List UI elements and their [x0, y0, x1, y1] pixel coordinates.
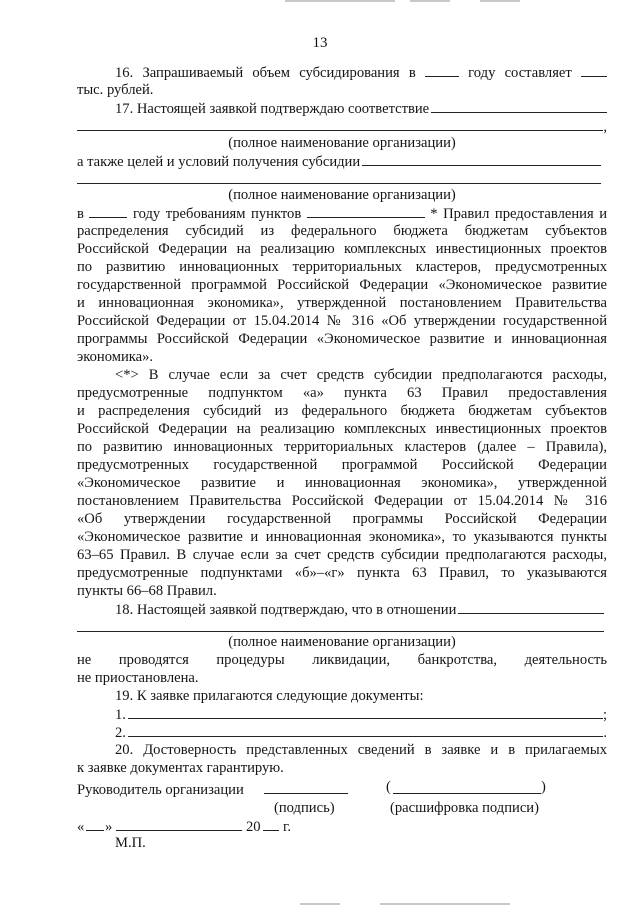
footnote-line: «Экономическое развитие и инновационная экономика», то указываются пункты: [77, 529, 607, 545]
item16-line: [77, 63, 607, 82]
doc-row-1: [77, 705, 607, 724]
item17-line: и инновационная экономика», утвержденной постановлением Правительства: [77, 295, 607, 311]
item17-line: по развитию инновационных территориальных кластеров, предусмотренных: [77, 259, 607, 275]
item16-unit: тыс. рублей.: [77, 82, 154, 98]
footnote-line: постановлением Правительства Российской Федерации от 15.04.2014 № 316: [77, 493, 607, 509]
blank-org-compliance[interactable]: [431, 99, 607, 113]
blank-org-name-2[interactable]: [77, 170, 601, 184]
quote-close: »: [105, 819, 113, 835]
head-label: Руководитель организации: [77, 782, 244, 798]
footnote-line: <*> В случае если за счет средств субсидии предполагаются расходы,: [115, 367, 607, 383]
item20-line2: к заявке документах гарантирую.: [77, 760, 284, 776]
footnote-line: предусмотренные подпунктами «б»–«г» пункта 63 Правил, то указываются: [77, 565, 607, 581]
blank-year[interactable]: [425, 63, 459, 77]
doc-number: 1.: [115, 707, 126, 723]
blank-year-2[interactable]: [89, 204, 127, 218]
rules-start-text: * Правил предоставления и: [430, 206, 608, 222]
footnote-line: 63–65 Правил. В случае если за счет средств субсидии предполагаются расходы,: [77, 547, 607, 563]
year-prefix: 20: [246, 819, 261, 835]
stamp-label: М.П.: [115, 835, 146, 851]
comma: ,: [603, 119, 607, 135]
org-caption-2: (полное наименование организации): [228, 187, 456, 203]
org-caption-3: (полное наименование организации): [228, 634, 456, 650]
item17-line: Российской Федерации на реализацию комплексных инвестиционных проектов: [77, 241, 607, 257]
page-number: 13: [312, 35, 328, 51]
goals-text: а также целей и условий получения субсидии: [77, 154, 361, 170]
sign-caption: (подпись): [274, 800, 335, 816]
item17-line: государственной программой Российской Федерации «Экономическое развитие: [77, 277, 607, 293]
blank-month[interactable]: [116, 817, 242, 831]
period: .: [603, 725, 607, 741]
item18-line1: [77, 600, 604, 619]
footnote-last-line: пункты 66–68 Правил.: [77, 583, 217, 599]
item17-req-line: [77, 204, 607, 223]
item17-org-line-2: [77, 170, 601, 184]
scan-mark: [480, 0, 520, 2]
item17-line: программы Российской Федерации «Экономическое развитие и инновационная: [77, 331, 607, 347]
blank-org-liquidation[interactable]: [458, 600, 604, 614]
item16-text: 16. Запрашиваемый объем субсидирования в: [115, 65, 416, 81]
footnote-line: предусмотренные подпунктом «а» пункта 63 Правил предоставления: [77, 385, 607, 401]
doc-row-2: [77, 723, 607, 742]
blank-signature[interactable]: [264, 780, 348, 794]
blank-amount[interactable]: [581, 63, 607, 77]
scan-mark: [410, 0, 450, 2]
blank-goals[interactable]: [362, 152, 601, 166]
in-word: в: [77, 206, 84, 222]
blank-org-name[interactable]: [77, 117, 603, 131]
item20-line1: 20. Достоверность представленных сведений в заявке и в прилагаемых: [115, 742, 607, 758]
item19-title: 19. К заявке прилагаются следующие документы:: [115, 688, 424, 704]
footnote-line: по развитию инновационных территориальных кластеров (далее – Правила),: [77, 439, 607, 455]
paren-open: (: [386, 779, 391, 795]
blank-signature-decode[interactable]: [393, 780, 541, 794]
footnote-line: «Экономическое развитие и инновационная экономика», утвержденной: [77, 475, 607, 491]
item17-line1: [77, 99, 607, 118]
quote-open: «: [77, 819, 85, 835]
year-suffix: г.: [283, 819, 291, 835]
item16-text-2: году составляет: [468, 65, 572, 81]
item18-line2: не проводятся процедуры ликвидации, банкротства, деятельность: [77, 652, 607, 668]
decode-caption: (расшифровка подписи): [390, 800, 539, 816]
blank-document-2[interactable]: [128, 723, 603, 737]
item17-text: 17. Настоящей заявкой подтверждаю соответствие: [115, 101, 430, 117]
paren-close: ): [541, 779, 546, 795]
doc-number: 2.: [115, 725, 126, 741]
semicolon: ;: [602, 707, 607, 723]
item18-text: 18. Настоящей заявкой подтверждаю, что в отношении: [115, 602, 457, 618]
year-req-text: году требованиям пунктов: [132, 206, 302, 222]
footnote-line: «Об утверждении государственной программы Российской Федерации: [77, 511, 607, 527]
org-caption: (полное наименование организации): [228, 135, 456, 151]
blank-points[interactable]: [307, 204, 425, 218]
blank-year-3[interactable]: [263, 817, 279, 831]
blank-day[interactable]: [86, 817, 104, 831]
item17-goals-line: [77, 152, 601, 171]
item17-last-line: экономика».: [77, 349, 154, 365]
item17-line: распределения субсидий из федерального бюджета бюджетам субъектов: [77, 223, 607, 239]
footnote-line: Российской Федерации на реализацию комплексных инвестиционных проектов: [77, 421, 607, 437]
item18-org-line: [77, 618, 604, 632]
footnote-line: предусмотренных государственной программой Российской Федерации: [77, 457, 607, 473]
scan-mark: [285, 0, 395, 2]
footnote-line: и распределения субсидий из федерального бюджета бюджетам субъектов: [77, 403, 607, 419]
blank-document-1[interactable]: [128, 705, 603, 719]
blank-org-name-3[interactable]: [77, 618, 604, 632]
item17-line: Российской Федерации от 15.04.2014 № 316 «Об утверждении государственной: [77, 313, 607, 329]
item18-line3: не приостановлена.: [77, 670, 199, 686]
